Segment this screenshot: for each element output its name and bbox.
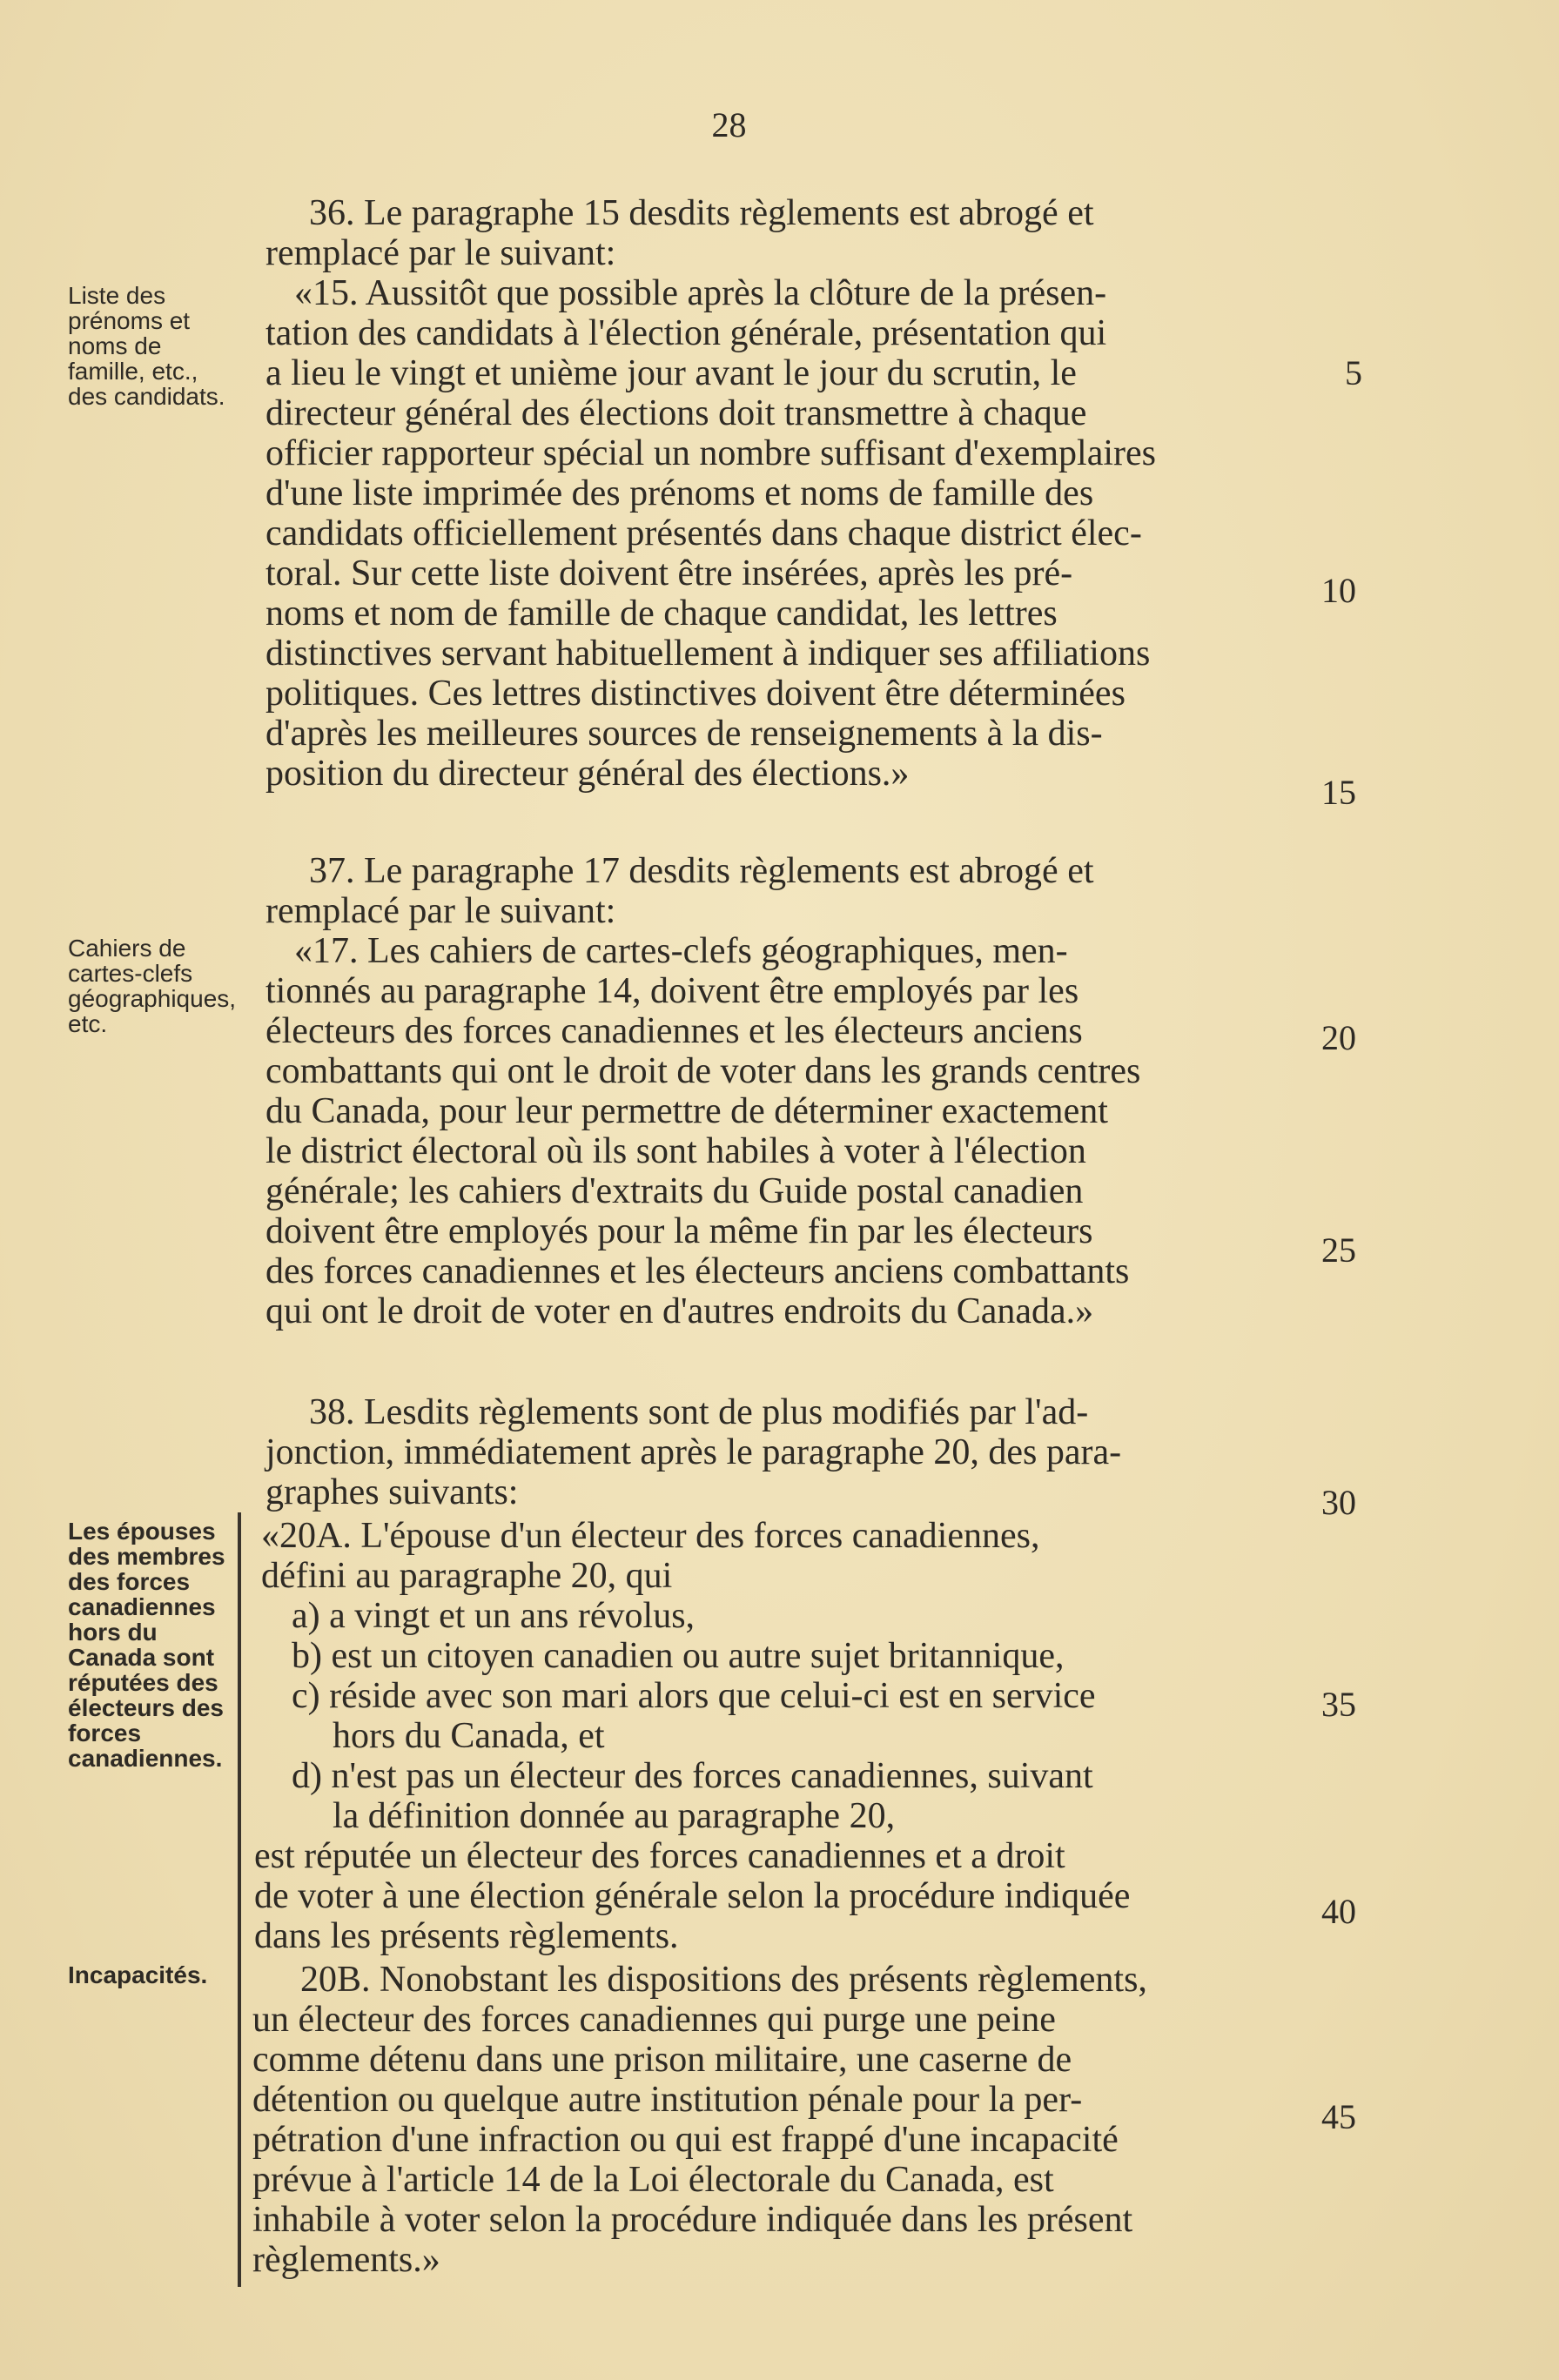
text-line: toral. Sur cette liste doivent être insérées, après les pré-: [265, 553, 1073, 593]
amendment-margin-bar: [238, 1512, 241, 2287]
text-line: position du directeur général des élections.»: [265, 754, 910, 794]
text-line: d) n'est pas un électeur des forces canadiennes, suivant: [292, 1756, 1093, 1796]
text-line: le district électoral où ils sont habiles à voter à l'élection: [265, 1131, 1086, 1171]
margin-note-map-books: Cahiers de cartes-clefs géographiques, etc.: [68, 935, 237, 1037]
margin-note-spouses: Les épouses des membres des forces canadiennes hors du Canada sont réputées des électeurs des forces canadiennes.: [68, 1518, 225, 1772]
text-line: inhabile à voter selon la procédure indiquée dans les présent: [252, 2200, 1133, 2240]
text-line: remplacé par le suivant:: [265, 891, 616, 931]
margin-note-candidate-list: Liste des prénoms et noms de famille, etc., des candidats.: [68, 282, 225, 410]
line-number: 5: [1345, 353, 1362, 392]
text-line: des forces canadiennes et les électeurs anciens combattants: [265, 1251, 1130, 1291]
page-number: 28: [711, 105, 747, 144]
text-line: comme détenu dans une prison militaire, une caserne de: [252, 2040, 1072, 2080]
text-line: règlements.»: [252, 2240, 440, 2280]
text-line: graphes suivants:: [265, 1472, 519, 1512]
text-line: «17. Les cahiers de cartes-clefs géographiques, men-: [294, 931, 1068, 971]
text-line: c) réside avec son mari alors que celui-ci est en service: [292, 1676, 1096, 1716]
text-line: un électeur des forces canadiennes qui purge une peine: [252, 2000, 1056, 2040]
text-line: b) est un citoyen canadien ou autre sujet britannique,: [292, 1636, 1065, 1676]
text-line: tionnés au paragraphe 14, doivent être employés par les: [265, 971, 1079, 1011]
text-line: dans les présents règlements.: [254, 1916, 679, 1956]
line-number: 15: [1321, 773, 1356, 812]
text-line: remplacé par le suivant:: [265, 233, 616, 273]
text-line: la définition donnée au paragraphe 20,: [333, 1796, 896, 1836]
text-line: électeurs des forces canadiennes et les électeurs anciens: [265, 1011, 1083, 1051]
text-line: directeur général des élections doit transmettre à chaque: [265, 393, 1087, 433]
line-number: 25: [1321, 1230, 1356, 1270]
text-line: a lieu le vingt et unième jour avant le jour du scrutin, le: [265, 353, 1077, 393]
line-number: 35: [1321, 1685, 1356, 1724]
text-line: détention ou quelque autre institution pénale pour la per-: [252, 2080, 1083, 2120]
text-line: du Canada, pour leur permettre de déterminer exactement: [265, 1091, 1108, 1131]
line-number: 30: [1321, 1483, 1356, 1522]
text-line: politiques. Ces lettres distinctives doivent être déterminées: [265, 674, 1126, 714]
text-line: 20B. Nonobstant les dispositions des présents règlements,: [300, 1960, 1147, 2000]
text-line: «20A. L'épouse d'un électeur des forces canadiennes,: [261, 1516, 1040, 1556]
text-line: 36. Le paragraphe 15 desdits règlements est abrogé et: [309, 193, 1094, 233]
text-line: distinctives servant habituellement à indiquer ses affiliations: [265, 634, 1151, 674]
text-line: d'une liste imprimée des prénoms et noms de famille des: [265, 473, 1094, 513]
text-line: candidats officiellement présentés dans chaque district élec-: [265, 513, 1142, 553]
text-line: officier rapporteur spécial un nombre suffisant d'exemplaires: [265, 433, 1156, 473]
line-number: 40: [1321, 1892, 1356, 1931]
text-line: a) a vingt et un ans révolus,: [292, 1596, 696, 1636]
text-line: 37. Le paragraphe 17 desdits règlements est abrogé et: [309, 851, 1094, 891]
text-line: prévue à l'article 14 de la Loi électorale du Canada, est: [252, 2160, 1054, 2200]
margin-note-disqualifications: Incapacités.: [68, 1961, 208, 1988]
text-line: «15. Aussitôt que possible après la clôture de la présen-: [294, 273, 1107, 313]
text-line: noms et nom de famille de chaque candidat, les lettres: [265, 593, 1058, 634]
text-line: tation des candidats à l'élection générale, présentation qui: [265, 313, 1107, 353]
text-line: de voter à une élection générale selon la procédure indiquée: [254, 1876, 1131, 1916]
text-line: doivent être employés pour la même fin par les électeurs: [265, 1211, 1093, 1251]
line-number: 45: [1321, 2097, 1356, 2136]
text-line: jonction, immédiatement après le paragraphe 20, des para-: [265, 1432, 1122, 1472]
text-line: hors du Canada, et: [333, 1716, 605, 1756]
line-number: 20: [1321, 1018, 1356, 1057]
text-line: 38. Lesdits règlements sont de plus modifiés par l'ad-: [309, 1392, 1089, 1432]
line-number: 10: [1321, 571, 1356, 610]
text-line: pétration d'une infraction ou qui est frappé d'une incapacité: [252, 2120, 1119, 2160]
text-line: défini au paragraphe 20, qui: [261, 1556, 673, 1596]
text-line: combattants qui ont le droit de voter dans les grands centres: [265, 1051, 1141, 1091]
text-line: générale; les cahiers d'extraits du Guide postal canadien: [265, 1171, 1084, 1211]
text-line: est réputée un électeur des forces canadiennes et a droit: [254, 1836, 1065, 1876]
text-line: qui ont le droit de voter en d'autres endroits du Canada.»: [265, 1291, 1094, 1331]
text-line: d'après les meilleures sources de renseignements à la dis-: [265, 714, 1103, 754]
